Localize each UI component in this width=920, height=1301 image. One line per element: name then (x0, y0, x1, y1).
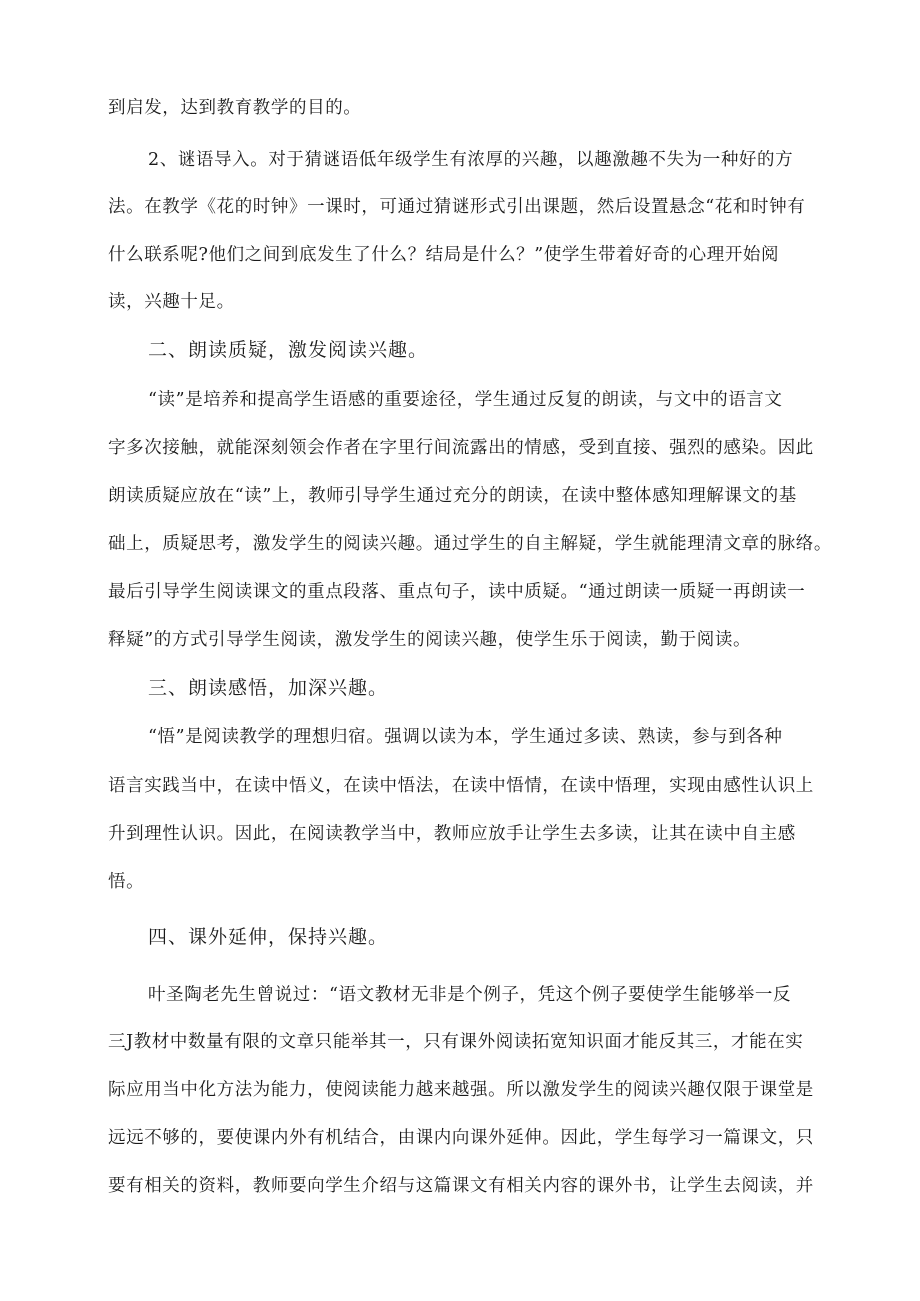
paragraph-line: 朗读质疑应放在“读”上，教师引导学生通过充分的朗读，在读中整体感知理解课文的基 (108, 486, 797, 506)
section-heading: 三、朗读感悟，加深兴趣。 (148, 677, 389, 699)
paragraph-line: 三J教材中数量有限的文章只能举其一，只有课外阅读拓宽知识面才能反其三，才能在实 (108, 1032, 804, 1052)
paragraph-line: 要有相关的资料，教师要向学生介绍与这篇课文有相关内容的课外书，让学生去阅读，并 (108, 1176, 814, 1196)
paragraph-line: 远远不够的，要使课内外有机结合，由课内向课外延伸。因此，学生每学习一篇课文，只 (108, 1128, 814, 1148)
paragraph-line: 叶圣陶老先生曾说过：“语文教材无非是个例子，凭这个例子要使学生能够举一反 (148, 985, 792, 1005)
paragraph-line: 法。在教学《花的时钟》一课时，可通过猜谜形式引出课题，然后设置悬念“花和时钟有 (108, 197, 806, 217)
paragraph-line: 什么联系呢?他们之间到底发生了什么？结局是什么？”使学生带着好奇的心理开始阅 (108, 245, 780, 265)
paragraph-line: 读，兴趣十足。 (108, 292, 235, 312)
paragraph-line: 最后引导学生阅读课文的重点段落、重点句子，读中质疑。“通过朗读一质疑一再朗读一 (108, 582, 806, 602)
paragraph-line: 字多次接触，就能深刻领会作者在字里行间流露出的情感，受到直接、强烈的感染。因此 (108, 438, 814, 458)
paragraph-line: 悟。 (108, 872, 145, 892)
paragraph-line: 际应用当中化方法为能力，使阅读能力越来越强。所以激发学生的阅读兴趣仅限于课堂是 (108, 1080, 814, 1100)
paragraph-line: 到启发，达到教育教学的目的。 (108, 98, 362, 118)
paragraph-line: “读”是培养和提高学生语感的重要途径，学生通过反复的朗读，与文中的语言文 (148, 390, 783, 410)
section-heading: 二、朗读质疑，激发阅读兴趣。 (148, 339, 429, 361)
section-heading: 四、课外延伸，保持兴趣。 (148, 926, 389, 948)
paragraph-line: 释疑”的方式引导学生阅读，激发学生的阅读兴趣，使学生乐于阅读，勤于阅读。 (108, 630, 752, 650)
paragraph-line: 础上，质疑思考，激发学生的阅读兴趣。通过学生的自主解疑，学生就能理清文章的脉络。 (108, 534, 832, 554)
paragraph-line: “悟”是阅读教学的理想归宿。强调以读为本，学生通过多读、熟读，参与到各种 (148, 727, 783, 747)
paragraph-line: 升到理性认识。因此，在阅读教学当中，教师应放手让学生去多读，让其在读中自主感 (108, 824, 796, 844)
paragraph-line: 2、谜语导入。对于猜谜语低年级学生有浓厚的兴趣，以趣激趣不失为一种好的方 (148, 150, 794, 170)
paragraph-line: 语言实践当中，在读中悟义，在读中悟法，在读中悟情，在读中悟理，实现由感性认识上 (108, 776, 814, 796)
